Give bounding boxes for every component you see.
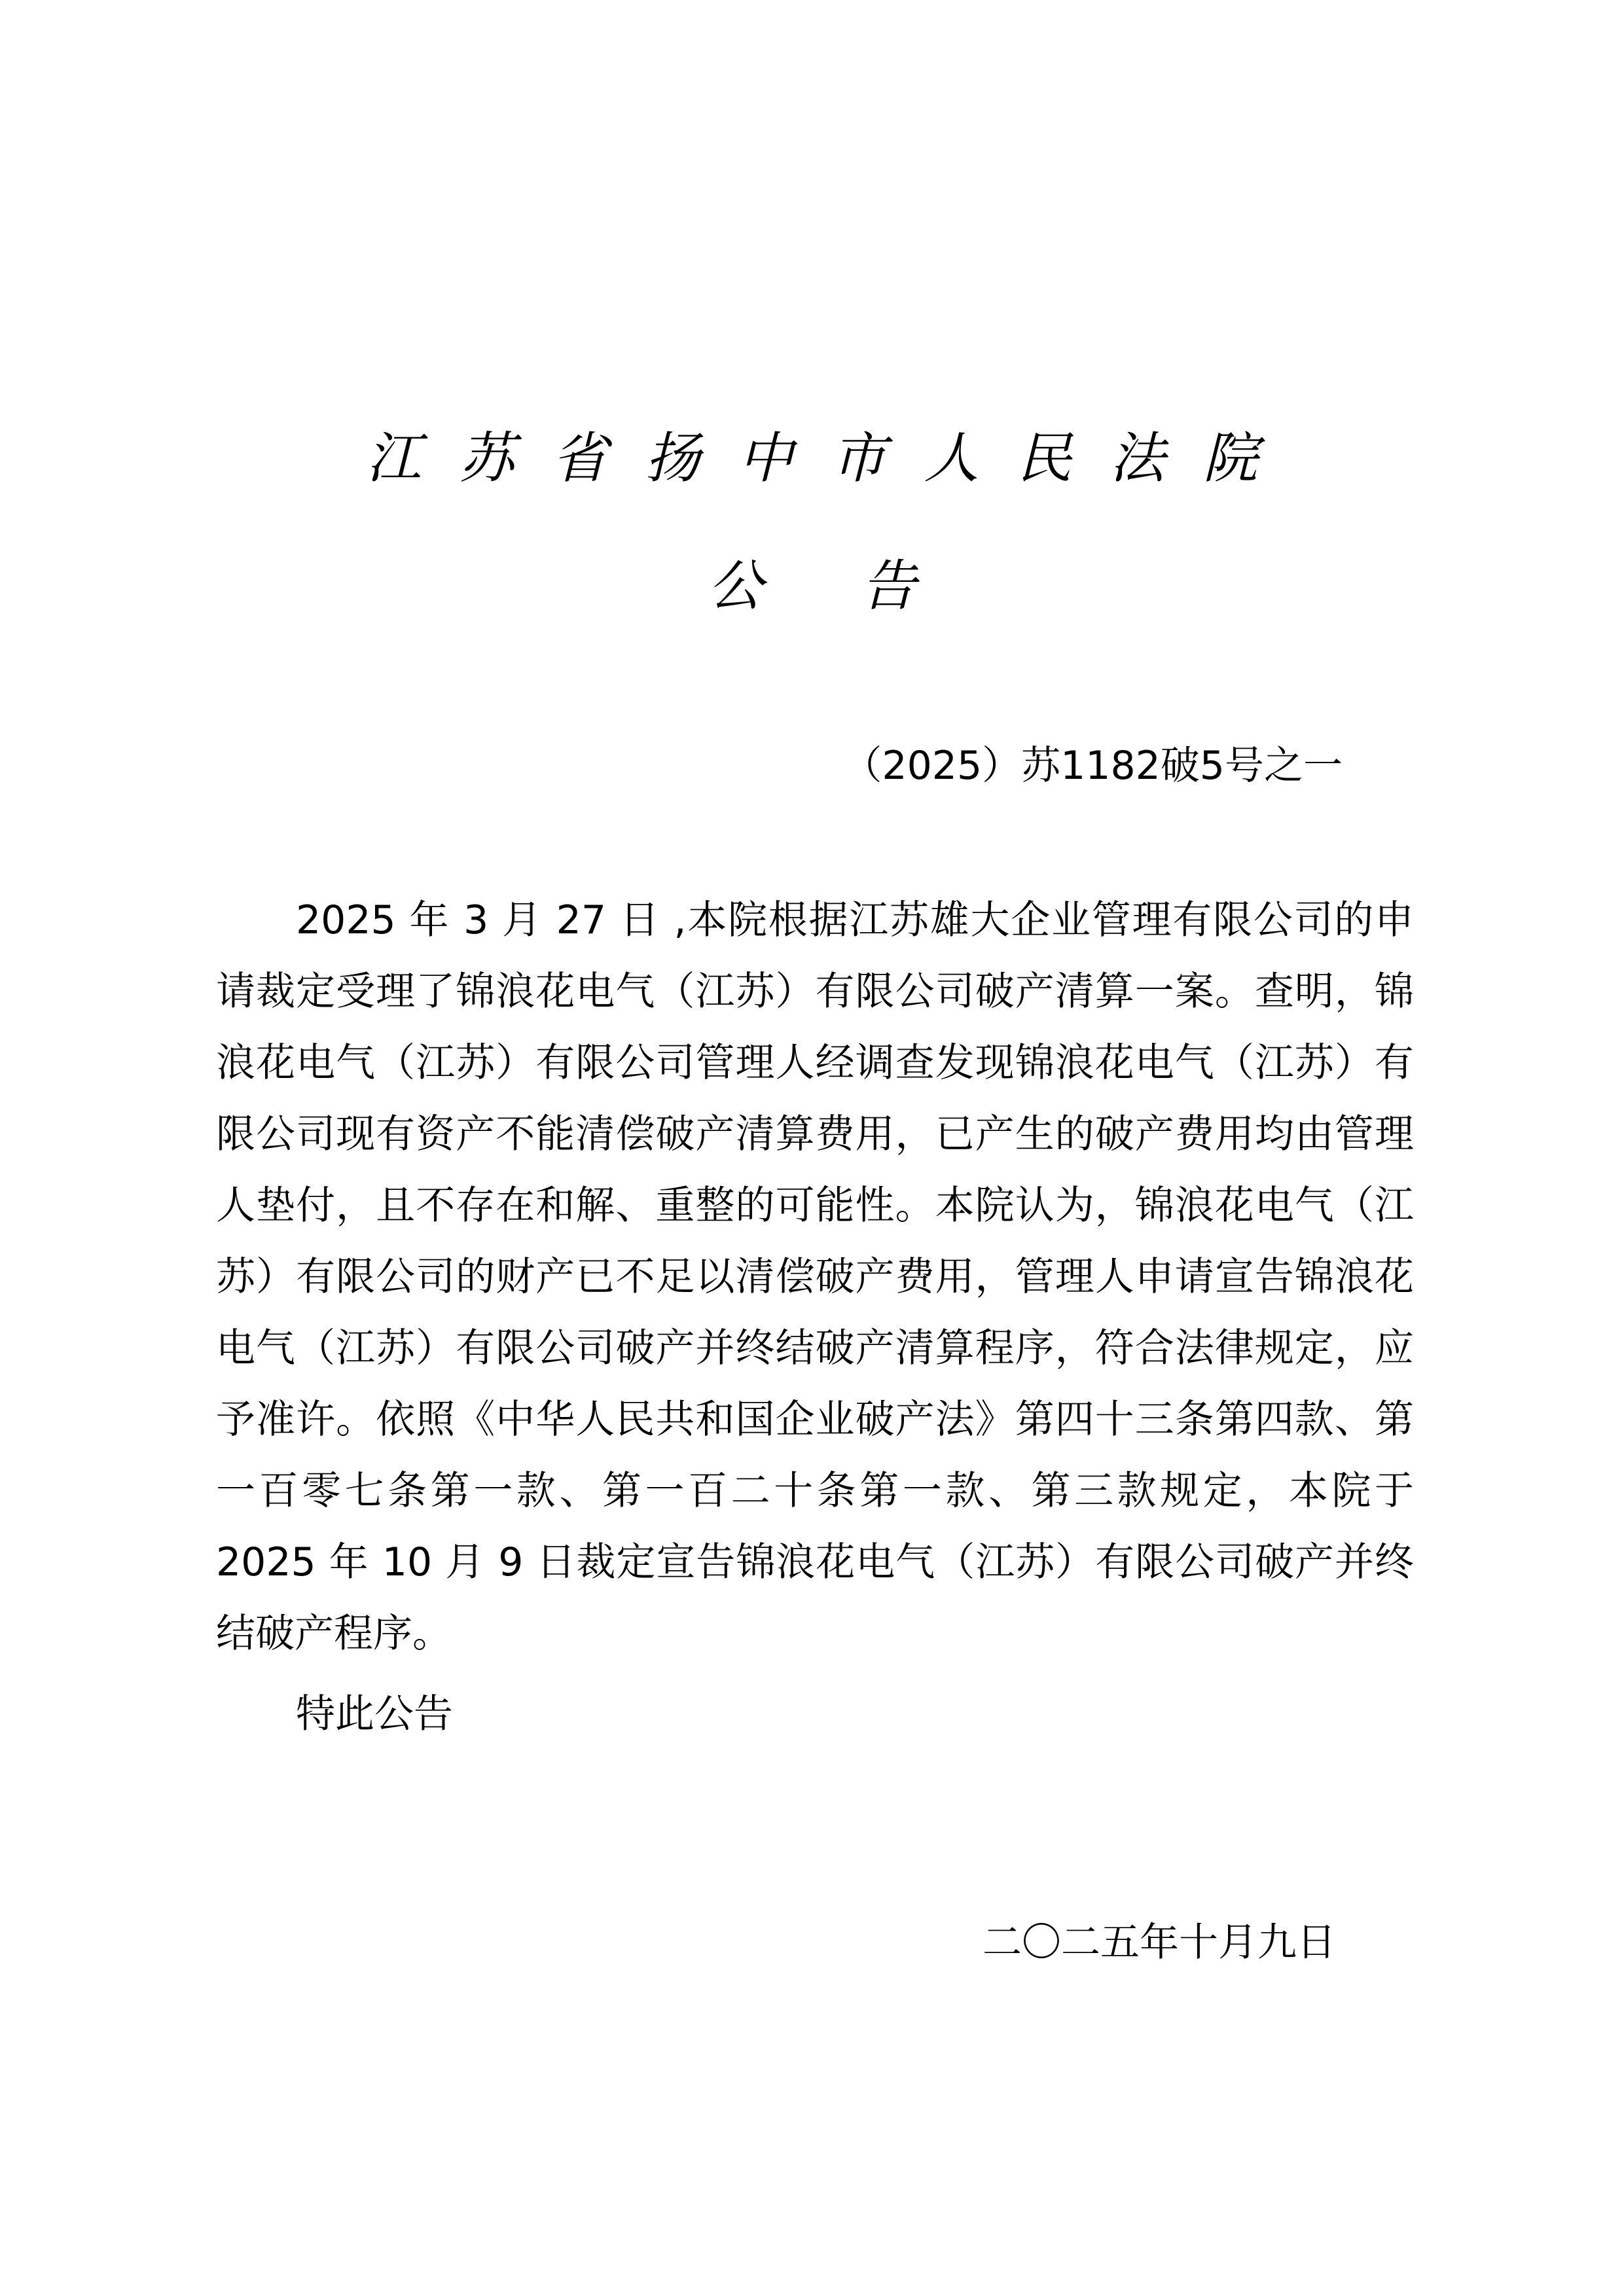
court-name: 江苏省扬中市人民法院 xyxy=(366,426,1296,490)
announcement-body: 2025 年 3 月 27 日 ,本院根据江苏雄大企业管理有限公司的申请裁定受理了锦浪花电气（江苏）有限公司破产清算一案。查明，锦浪花电气（江苏）有限公司管理人经调查发现锦浪花电气（江苏）有限公司现有资产不能清偿破产清算费用，已产生的破产费用均由管理人垫付，且不存在和解、重整的可能性。本院认为，锦浪花电气（江苏）有限公司的财产已不足以清偿破产费用，管理人申请宣告锦浪花电气（江苏）有限公司破产并终结破产清算程序，符合法律规定，应予准许。依照《中华人民共和国企业破产法》第四十三条第四款、第一百零七条第一款、第一百二十条第一款、第三款规定，本院于 2025 年 10 月 9 日裁定宣告锦浪花电气（江苏）有限公司破产并终结破产程序。 xyxy=(216,897,1414,1657)
closing-statement: 特此公告 xyxy=(296,1691,453,1737)
document-title: 公告 xyxy=(708,554,1015,618)
issue-date: 二〇二五年十月九日 xyxy=(983,1920,1336,1965)
case-number: （2025）苏1182破5号之一 xyxy=(842,743,1343,789)
